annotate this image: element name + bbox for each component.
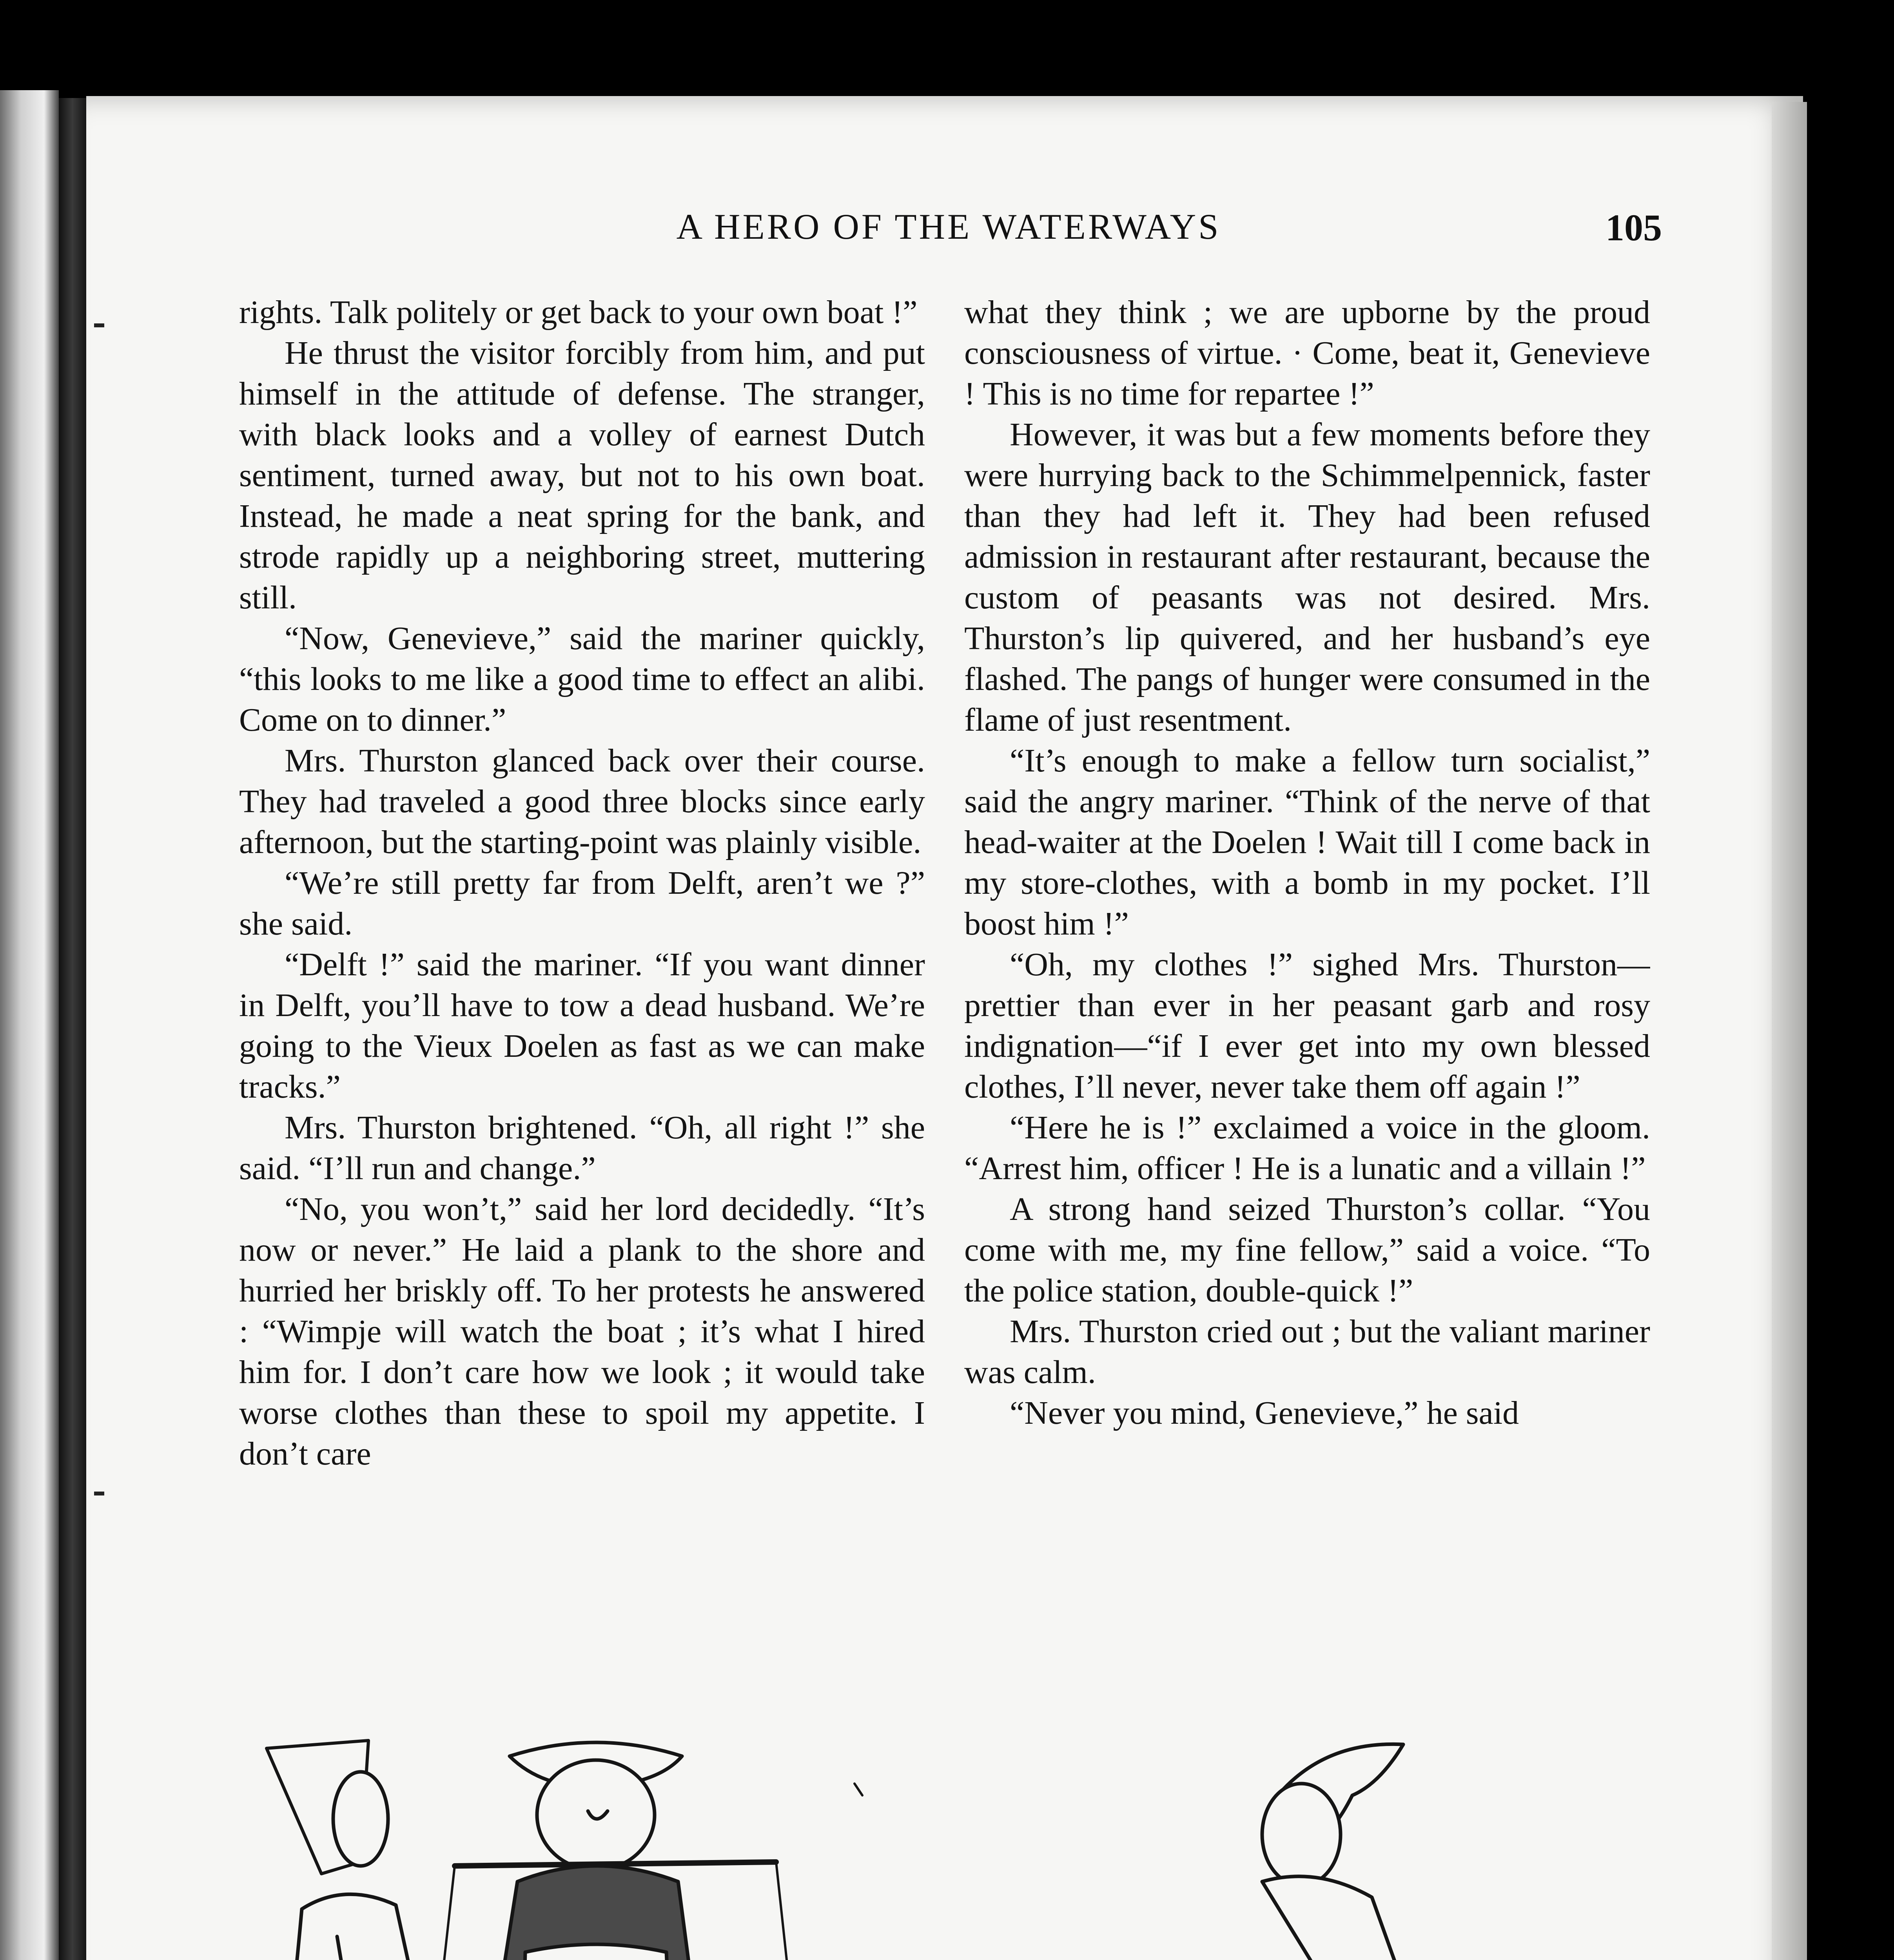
article-paragraph: Mrs. Thurston glanced back over their course. They had traveled a good three blocks since early afternoon, but the starting-point was plainly visible. — [239, 742, 925, 860]
article-paragraph: However, it was but a few moments before they were hurrying back to the Schimmelpennick, faster than they had left it. They had been refused admission in restaurant after restaurant, because the custom of peasants was not desired. Mrs. Thurston’s lip quivered, and her husband’s eye flashed. The pangs of hunger were consumed in the flame of just resentment. — [964, 416, 1650, 738]
article-paragraph: “No, you won’t,” said her lord decidedly. “It’s now or never.” He laid a plank to the shore and hurried her briskly off. To her protests he answered : “Wimpje will watch the boat ; it’s what I hired him for. I don’t care how we look ; it would take worse clothes than these to spoil my appetite. I don’t care — [239, 1191, 925, 1472]
right-page-edge — [1772, 102, 1807, 1960]
article-paragraph: Mrs. Thurston cried out ; but the valiant mariner was calm. — [964, 1313, 1650, 1390]
left-text-column — [239, 292, 925, 1711]
left-page-edge — [0, 90, 59, 1960]
margin-mark — [94, 1492, 104, 1495]
article-paragraph: what they think ; we are upborne by the proud consciousness of virtue. · Come, beat it, Genevieve ! This is no time for repartee !” — [964, 294, 1650, 412]
article-paragraph: “It’s enough to make a fellow turn socialist,” said the angry mariner. “Think of the nerve of that head-waiter at the Doelen ! Wait till I come back in my store-clothes, with a bomb in my pocket. I’ll boost him !” — [964, 742, 1650, 942]
article-paragraph: He thrust the visitor forcibly from him, and put himself in the attitude of defense. The stranger, with black looks and a volley of earnest Dutch sentiment, turned away, but not to his own boat. Instead, he made a neat spring for the bank, and strode rapidly up a neighboring street, muttering still. — [239, 335, 925, 616]
right-text-column — [964, 292, 1650, 1711]
article-paragraph: “Delft !” said the mariner. “If you want dinner in Delft, you’ll have to tow a dead husband. We’re going to the Vieux Doelen as fast as we can make tracks.” — [239, 946, 925, 1105]
book-binding — [59, 98, 86, 1960]
article-paragraph: “Never you mind, Genevieve,” he said — [1010, 1395, 1519, 1431]
margin-mark — [94, 323, 104, 327]
article-paragraph: rights. Talk politely or get back to your own boat !” — [239, 294, 918, 330]
page-number: 105 — [1606, 207, 1662, 249]
article-paragraph: Mrs. Thurston brightened. “Oh, all right !” she said. “I’ll run and change.” — [239, 1109, 925, 1187]
dutch-women-wooden-shoes-illustration — [243, 1733, 1670, 1960]
article-paragraph: “Here he is !” exclaimed a voice in the gloom. “Arrest him, officer ! He is a lunatic and a villain !” — [964, 1109, 1650, 1187]
article-paragraph: “We’re still pretty far from Delft, aren’t we ?” she said. — [239, 865, 925, 942]
running-title: A HERO OF THE WATERWAYS — [676, 207, 1221, 247]
article-paragraph: A strong hand seized Thurston’s collar. “You come with me, my fine fellow,” said a voice. “To the police station, double-quick !” — [964, 1191, 1650, 1309]
article-paragraph: “Oh, my clothes !” sighed Mrs. Thurston—prettier than ever in her peasant garb and rosy indignation—“if I ever get into my own blessed clothes, I’ll never, never take them off again !” — [964, 946, 1650, 1105]
article-paragraph: “Now, Genevieve,” said the mariner quickly, “this looks to me like a good time to effect an alibi. Come on to dinner.” — [239, 620, 925, 738]
